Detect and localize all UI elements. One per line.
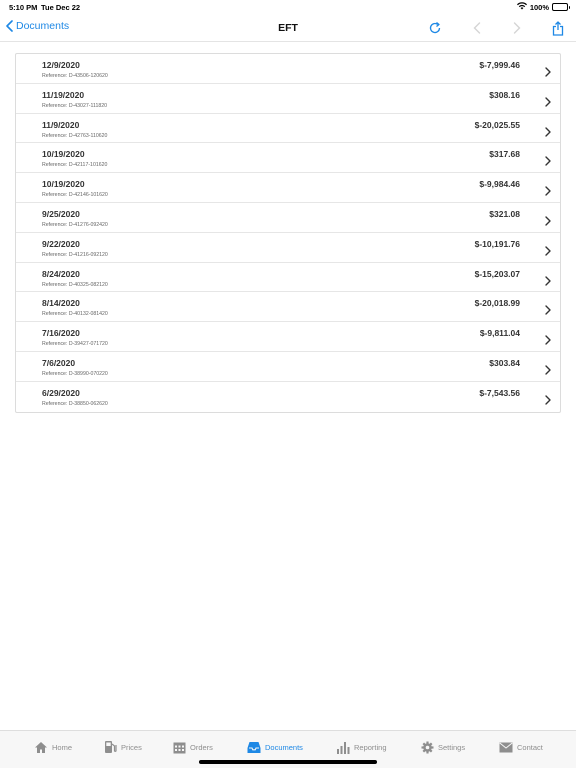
calendar-icon [173,741,186,754]
tab-home[interactable] [34,739,72,755]
item-date: 7/6/2020 [42,357,76,368]
item-date: 6/29/2020 [42,387,80,398]
chevron-right-icon [545,64,551,82]
item-amount: $-7,543.56 [479,387,520,398]
item-date: 12/9/2020 [42,60,80,70]
list-item[interactable] [16,263,560,293]
list-item[interactable] [16,233,560,263]
item-amount: $303.84 [489,357,520,368]
tab-reporting[interactable] [336,739,387,755]
item-reference: Reference: D-42146-101620 [42,192,108,199]
status-right [517,2,568,12]
refresh-icon[interactable] [425,18,445,38]
item-reference: Reference: D-43027-111820 [42,102,107,109]
item-date: 8/24/2020 [42,268,80,279]
item-amount: $-7,999.46 [479,60,520,70]
chevron-right-icon [545,362,551,380]
share-icon[interactable] [548,18,568,38]
item-amount: $-20,018.99 [474,298,520,309]
item-amount: $-9,984.46 [479,179,520,190]
item-amount: $317.68 [489,149,520,160]
list-item[interactable] [16,114,560,144]
nav-actions [0,18,576,38]
tab-contact[interactable] [499,739,543,755]
chevron-right-icon [545,213,551,231]
item-date: 10/19/2020 [42,179,85,190]
item-reference: Reference: D-39427-071720 [42,341,108,348]
back-button-label: Documents [16,20,70,32]
tab-orders[interactable] [173,739,213,755]
eft-document-list [15,53,561,413]
wifi-icon [517,2,527,12]
item-date: 7/16/2020 [42,328,80,339]
item-reference: Reference: D-38850-062620 [42,400,108,407]
item-date: 9/25/2020 [42,208,80,219]
tab-settings[interactable] [421,739,465,755]
chevron-right-icon [545,332,551,350]
bar-chart-icon [336,741,350,754]
item-date: 8/14/2020 [42,298,80,309]
item-date: 9/22/2020 [42,238,80,249]
item-reference: Reference: D-42117-101620 [42,162,108,169]
tab-documents[interactable] [247,739,303,755]
item-date: 11/9/2020 [42,119,80,130]
item-reference: Reference: D-40132-081420 [42,311,108,318]
battery-percent: 100% [529,2,549,12]
chevron-right-icon [545,153,551,171]
tab-label: Documents [265,742,303,752]
chevron-right-icon [545,94,551,112]
envelope-icon [499,742,513,753]
list-item[interactable] [16,382,560,412]
fuel-pump-icon [104,740,117,754]
chevron-right-icon [545,273,551,291]
status-date: Tue Dec 22 [41,3,81,12]
tab-label: Settings [438,742,466,752]
item-amount: $-9,811.04 [479,328,520,339]
tab-label: Reporting [354,742,387,752]
tab-label: Orders [190,742,213,752]
item-date: 11/19/2020 [42,89,85,100]
item-reference: Reference: D-43506-120620 [42,73,108,79]
item-amount: $321.08 [489,208,520,219]
list-item[interactable] [16,84,560,114]
battery-icon [552,3,568,11]
chevron-right-icon [545,183,551,201]
item-amount: $-15,203.07 [474,268,520,279]
tab-prices[interactable] [104,739,142,755]
tab-label: Home [52,742,73,752]
status-bar [0,0,576,14]
home-indicator [199,760,377,764]
tab-label: Prices [121,742,142,752]
list-item[interactable] [16,143,560,173]
item-amount: $-10,191.76 [474,238,520,249]
status-time: 5:10 PM [9,3,38,12]
nav-bar [0,14,576,42]
item-amount: $-20,025.55 [474,119,520,130]
home-icon [34,741,48,754]
list-item[interactable] [16,292,560,322]
list-item[interactable] [16,54,560,84]
item-date: 10/19/2020 [42,149,85,160]
list-item[interactable] [16,203,560,233]
item-amount: $308.16 [489,89,520,100]
item-reference: Reference: D-41276-092420 [42,221,108,228]
chevron-right-icon [545,302,551,320]
chevron-right-icon [545,124,551,142]
page-title: EFT [278,22,298,34]
list-item[interactable] [16,352,560,382]
list-item[interactable] [16,173,560,203]
forward-arrow-icon[interactable] [507,18,527,38]
back-arrow-icon[interactable] [467,18,487,38]
gear-icon [421,741,434,754]
inbox-icon [247,741,261,754]
item-reference: Reference: D-41216-092120 [42,251,108,258]
list-item[interactable] [16,322,560,352]
item-reference: Reference: D-40325-082120 [42,281,108,288]
chevron-right-icon [545,243,551,261]
item-reference: Reference: D-38990-070220 [42,370,108,377]
chevron-right-icon [545,392,551,410]
item-reference: Reference: D-42763-110620 [42,132,108,139]
tab-label: Contact [517,742,543,752]
